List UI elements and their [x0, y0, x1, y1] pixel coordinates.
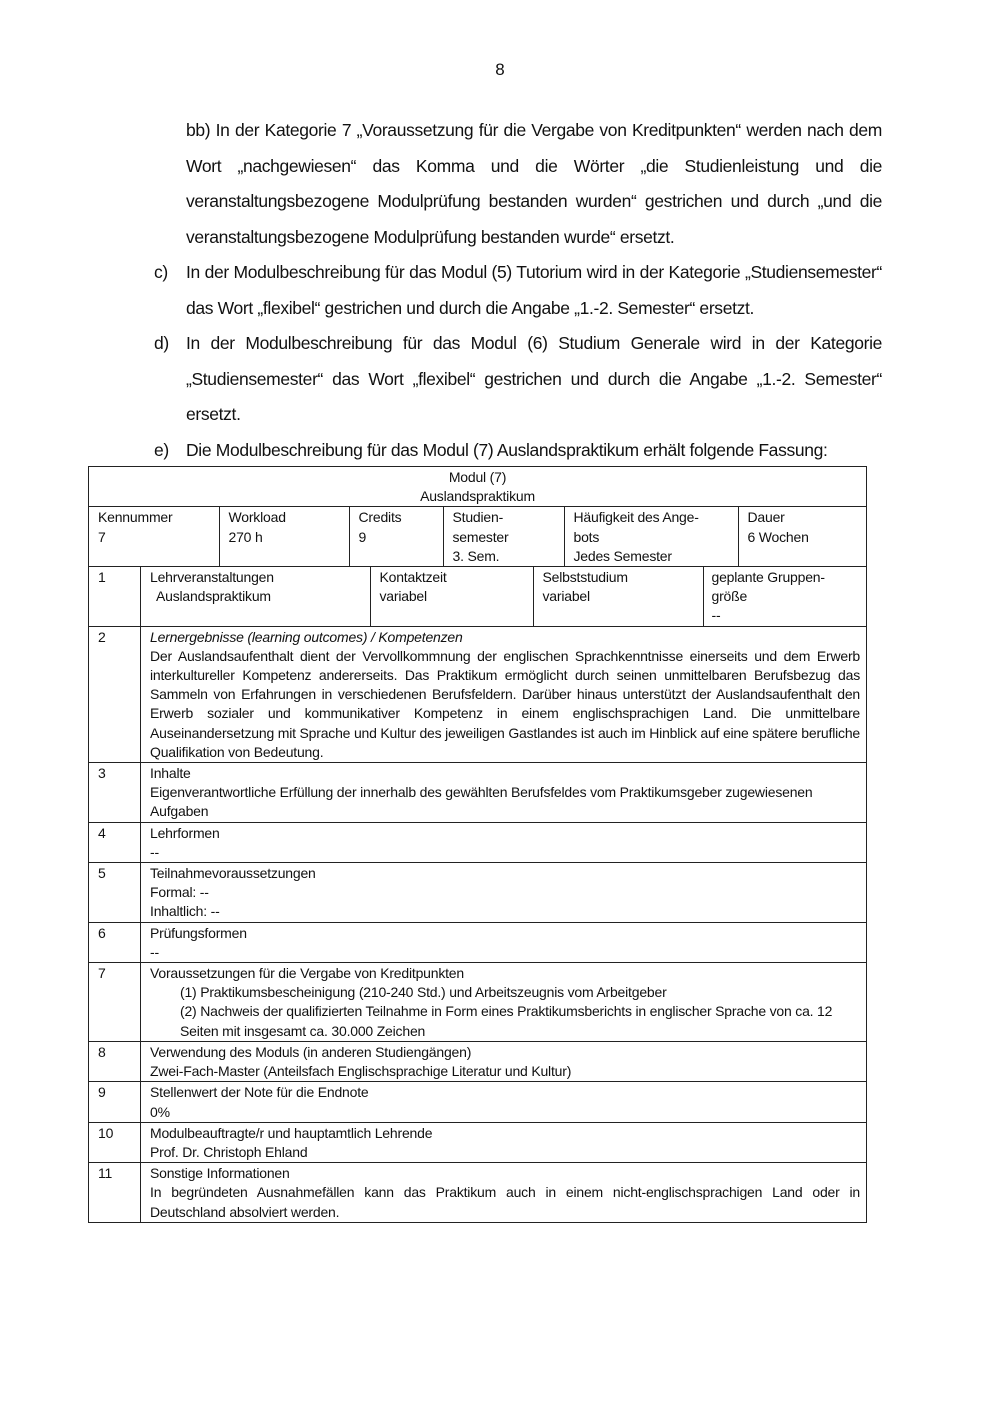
gruppengroesse-label-2: größe	[711, 588, 748, 605]
paragraph-c-text: In der Modulbeschreibung für das Modul (5) Tutorium wird in der Kategorie „Studiensemester“ das Wort „flexibel“ gestrichen und durch die Angabe „1.-2. Semester“ ersetzt.	[186, 262, 882, 318]
kreditpunkte-item-1: (1) Praktikumsbescheinigung (210-240 Std.) und Arbeitszeugnis vom Arbeitgeber	[180, 984, 667, 1001]
kontaktzeit-label: Kontaktzeit	[379, 569, 447, 586]
kontaktzeit-cell	[370, 567, 533, 626]
teilnahme-formal: Formal: --	[150, 884, 209, 901]
studiensemester-value: 3. Sem.	[452, 547, 500, 564]
row-number-8: 8	[89, 1041, 141, 1081]
haeufigkeit-cell	[564, 507, 738, 566]
dauer-label: Dauer	[747, 509, 785, 526]
module-row-7	[89, 963, 867, 1042]
row-number-9: 9	[89, 1082, 141, 1122]
gruppengroesse-label-1: geplante Gruppen-	[711, 569, 825, 586]
pruefungsformen-text: --	[150, 943, 159, 960]
studiensemester-label-2: semester	[452, 528, 509, 545]
row-number-7: 7	[89, 963, 141, 1042]
module-header-grid	[89, 507, 867, 566]
amendment-text	[154, 113, 882, 468]
row-2-content	[141, 626, 867, 762]
kennnummer-label: Kennummer	[98, 509, 173, 526]
gruppengroesse-cell	[703, 567, 867, 626]
row-number-2: 2	[89, 626, 141, 762]
paragraph-e	[154, 433, 882, 469]
pruefungsformen-heading: Prüfungsformen	[150, 924, 247, 941]
haeufigkeit-value: Jedes Semester	[573, 547, 672, 564]
kreditpunkte-heading: Voraussetzungen für die Vergabe von Kreditpunkten	[150, 965, 464, 982]
lehrformen-heading: Lehrformen	[150, 824, 220, 841]
row-9-content	[141, 1082, 867, 1122]
credits-cell	[349, 507, 443, 566]
module-row-3	[89, 763, 867, 823]
row-5-content	[141, 863, 867, 923]
row-number-4: 4	[89, 822, 141, 862]
module-header-row	[89, 507, 867, 567]
lernergebnisse-text: Der Auslandsaufenthalt dient der Vervollkommnung der englischen Sprachkenntnisse einerseits und dem Erwerb interkultureller Kompetenz andererseits. Das Praktikum ermöglicht durch seinen unmittelbaren Berufsbezug das Sammeln von Erfahrungen in verschiedenen Berufsfeldern. Darüber hinaus unterstützt der Auslandsaufenthalt den Erwerb sozialer und kommunikativer Kompetenz in einem englischsprachigen Land. Die unmittelbare Auseinandersetzung mit Sprache und Kultur des jeweiligen Gastlandes ist auch im Hinblick auf eine spätere berufliche Qualifikation von Bedeutung.	[150, 647, 861, 760]
module-title-row	[89, 467, 867, 507]
paragraph-e-text: Die Modulbeschreibung für das Modul (7) Auslandspraktikum erhält folgende Fassung:	[186, 439, 828, 460]
workload-value: 270 h	[228, 528, 263, 545]
module-row-11	[89, 1163, 867, 1223]
lehrveranstaltungen-value: Auslandspraktikum	[156, 588, 271, 605]
kennnummer-value: 7	[98, 528, 106, 545]
module-row-5	[89, 863, 867, 923]
studiensemester-label-1: Studien-	[452, 509, 504, 526]
row-3-content	[141, 763, 867, 823]
module-header-cell	[89, 507, 867, 567]
row-10-content	[141, 1122, 867, 1162]
dauer-value: 6 Wochen	[747, 528, 809, 545]
module-row-1	[89, 567, 867, 627]
credits-label: Credits	[358, 509, 402, 526]
paragraph-d-text: In der Modulbeschreibung für das Modul (6) Studium Generale wird in der Kategorie „Studiensemester“ das Wort „flexibel“ gestrichen und durch die Angabe „1.-2. Semester“ ersetzt.	[186, 333, 882, 424]
module-title-name: Auslandspraktikum	[420, 488, 535, 505]
sonstige-heading: Sonstige Informationen	[150, 1165, 290, 1182]
sonstige-text: In begründeten Ausnahmefällen kann das Praktikum auch in einem nicht-englischsprachigen Land oder in Deutschland absolviert werden.	[150, 1184, 861, 1220]
kreditpunkte-item-2: (2) Nachweis der qualifizierten Teilnahme in Form eines Praktikumsberichts in englischer Sprache von ca. 12 Seiten mit insgesamt ca. 30.000 Zeichen	[180, 1003, 833, 1039]
kontaktzeit-value: variabel	[379, 588, 427, 605]
selbststudium-value: variabel	[542, 588, 590, 605]
module-title-number: Modul (7)	[448, 469, 507, 485]
module-row-6	[89, 922, 867, 962]
row-number-3: 3	[89, 763, 141, 823]
credits-value: 9	[358, 528, 367, 545]
row-8-content	[141, 1041, 867, 1081]
teilnahmevoraussetzungen-heading: Teilnahmevoraussetzungen	[150, 865, 316, 882]
teilnahme-inhaltlich: Inhaltlich: --	[150, 903, 220, 920]
module-row-2	[89, 626, 867, 762]
inhalte-heading: Inhalte	[150, 765, 191, 782]
haeufigkeit-label-2: bots	[573, 528, 600, 545]
modulbeauftragte-heading: Modulbeauftragte/r und hauptamtlich Lehrende	[150, 1124, 433, 1141]
module-description-table	[88, 466, 867, 1223]
haeufigkeit-label-1: Häufigkeit des Ange-	[573, 509, 699, 526]
studiensemester-cell	[443, 507, 564, 566]
module-title-cell	[89, 467, 867, 507]
modulbeauftragte-text: Prof. Dr. Christoph Ehland	[150, 1143, 308, 1160]
module-row-4	[89, 822, 867, 862]
row-number-10: 10	[89, 1122, 141, 1162]
verwendung-text: Zwei-Fach-Master (Anteilsfach Englischsprachige Literatur und Kultur)	[150, 1063, 572, 1080]
row-11-content	[141, 1163, 867, 1223]
paragraph-e-marker: e)	[154, 439, 169, 460]
lehrveranstaltungen-cell	[141, 567, 370, 626]
stellenwert-text: 0%	[150, 1103, 170, 1120]
paragraph-d-marker: d)	[154, 333, 169, 353]
paragraph-c	[154, 255, 882, 326]
verwendung-heading: Verwendung des Moduls (in anderen Studiengängen)	[150, 1043, 472, 1060]
row-1-grid	[141, 567, 867, 626]
row-1-content	[141, 567, 867, 627]
selbststudium-label: Selbststudium	[542, 569, 628, 586]
row-4-content	[141, 822, 867, 862]
row-7-content	[141, 963, 867, 1042]
dauer-cell	[738, 507, 867, 566]
selbststudium-cell	[533, 567, 703, 626]
gruppengroesse-value: --	[711, 607, 721, 624]
row-number-5: 5	[89, 863, 141, 923]
workload-cell	[219, 507, 349, 566]
row-6-content	[141, 922, 867, 962]
row-number-6: 6	[89, 922, 141, 962]
module-row-9	[89, 1082, 867, 1122]
inhalte-text: Eigenverantwortliche Erfüllung der innerhalb des gewählten Berufsfeldes vom Praktikumsgeber zugewiesenen Aufgaben	[150, 784, 813, 820]
module-row-8	[89, 1041, 867, 1081]
lernergebnisse-heading: Lernergebnisse (learning outcomes) / Kompetenzen	[150, 628, 463, 645]
paragraph-c-marker: c)	[154, 262, 168, 282]
paragraph-bb-text: bb) In der Kategorie 7 „Voraussetzung für die Vergabe von Kreditpunkten“ werden nach dem Wort „nachgewiesen“ das Komma und die Wörter „die Studienleistung und die veranstaltungsbezogene Modulprüfung bestanden wurden“ gestrichen und durch „und die veranstaltungsbezogene Modulprüfung bestanden wurde“ ersetzt.	[186, 120, 882, 247]
module-row-10	[89, 1122, 867, 1162]
workload-label: Workload	[228, 509, 286, 526]
lehrformen-text: --	[150, 843, 159, 860]
paragraph-d	[154, 326, 882, 433]
lehrveranstaltungen-label: Lehrveranstaltungen	[150, 569, 274, 586]
row-number-1: 1	[89, 567, 141, 627]
paragraph-bb	[154, 113, 882, 255]
stellenwert-heading: Stellenwert der Note für die Endnote	[150, 1084, 369, 1101]
row-number-11: 11	[89, 1163, 141, 1223]
kennnummer-cell	[89, 507, 219, 566]
page-number: 8	[495, 60, 505, 79]
